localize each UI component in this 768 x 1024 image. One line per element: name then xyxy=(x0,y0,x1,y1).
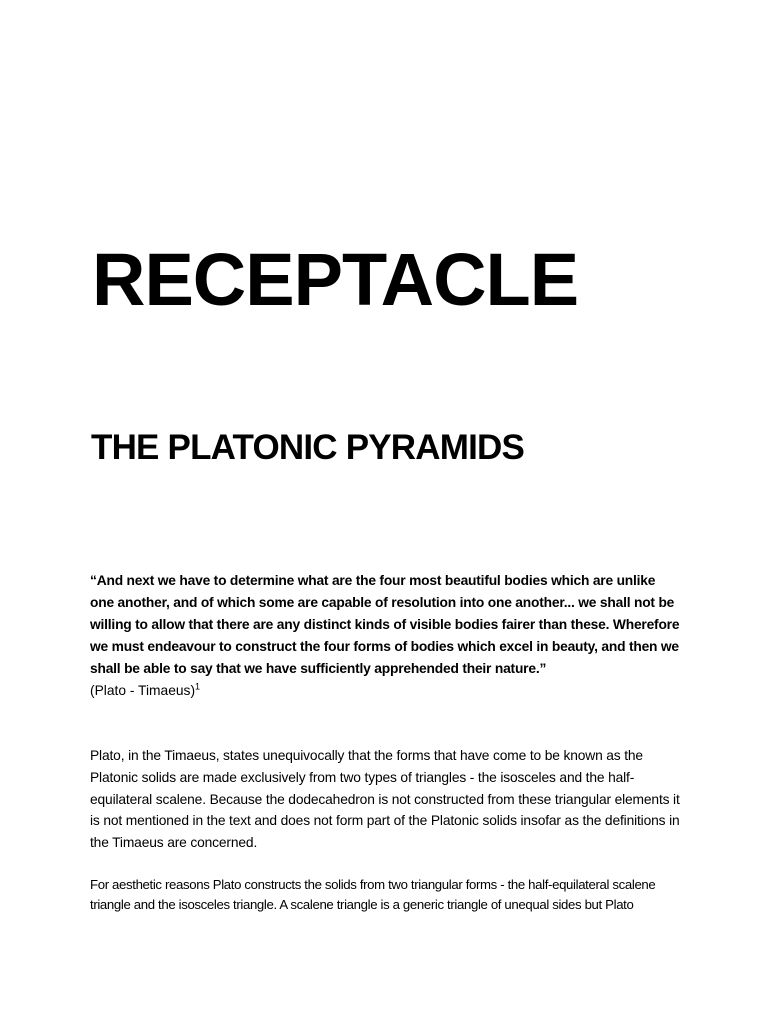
document-subtitle: THE PLATONIC PYRAMIDS xyxy=(91,428,525,467)
document-title: RECEPTACLE xyxy=(92,238,579,321)
body-paragraph: Plato, in the Timaeus, states unequivocally that the forms that have come to be known as the Platonic solids are made exclusively from two types of triangles - the isosceles and the half-equilateral scalene. Because the dodecahedron is not constructed from these triangular elements it is not mentioned in the text and does not form part of the Platonic solids insofar as the definitions in the Timaeus are concerned. xyxy=(90,748,680,851)
timaeus-quote: “And next we have to determine what are the four most beautiful bodies which are unlike one another, and of which some are capable of resolution into one another... we shall not be willing to allow that there are any distinct kinds of visible bodies fairer than these. Wherefore we must endeavour to construct the four forms of bodies which excel in beauty, and then we shall be able to say that we have sufficiently apprehended their nature.” xyxy=(90,573,680,676)
citation-text: (Plato - Timaeus) xyxy=(90,683,196,698)
footnote-reference[interactable]: 1 xyxy=(195,681,201,692)
quote-citation xyxy=(90,680,200,702)
body-paragraph: For aesthetic reasons Plato constructs the solids from two triangular forms - the half-equilateral scalene triangle and the isosceles triangle. A scalene triangle is a generic triangle of unequal sides but Plato xyxy=(90,877,656,912)
